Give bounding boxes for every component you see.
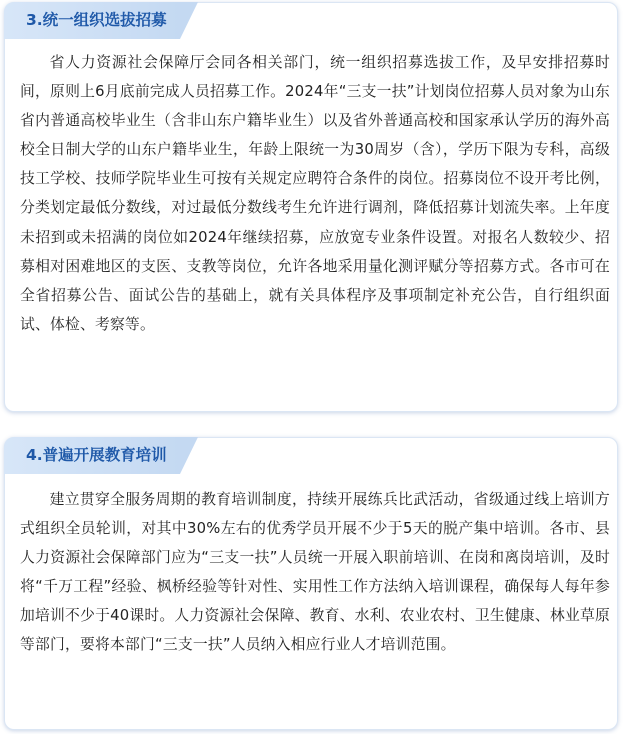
section-heading-3: 3.统一组织选拔招募	[4, 2, 180, 39]
section-card-4	[4, 437, 618, 730]
section-body-3: 省人力资源社会保障厅会同各相关部门，统一组织招募选拔工作，及早安排招募时间，原则上6月底前完成人员招募工作。2024年“三支一扶”计划岗位招募人员对象为山东省内普通高校毕业生（含非山东户籍毕业生）以及省外普通高校和国家承认学历的海外高校全日制大学的山东户籍毕业生，年龄上限统一为30周岁（含），学历下限为专科，高级技工学校、技师学院毕业生可按有关规定应聘符合条件的岗位。招募岗位不设开考比例，分类划定最低分数线，对过最低分数线考生允许进行调剂，降低招募计划流失率。上年度未招到或未招满的岗位如2024年继续招募，应放宽专业条件设置。对报名人数较少、招募相对困难地区的支医、支教等岗位，允许各地采用量化测评赋分等招募方式。各市可在全省招募公告、面试公告的基础上，就有关具体程序及事项制定补充公告，自行组织面试、体检、考察等。	[20, 54, 610, 333]
section-body-4: 建立贯穿全服务周期的教育培训制度，持续开展练兵比武活动，省级通过线上培训方式组织全员轮训，对其中30%左右的优秀学员开展不少于5天的脱产集中培训。各市、县人力资源社会保障部门应为“三支一扶”人员统一开展入职前培训、在岗和离岗培训，及时将“千万工程”经验、枫桥经验等针对性、实用性工作方法纳入培训课程，确保每人每年参加培训不少于40课时。人力资源社会保障、教育、水利、农业农村、卫生健康、林业草原等部门，要将本部门“三支一扶”人员纳入相应行业人才培训范围。	[20, 491, 610, 654]
section-card-3	[4, 2, 618, 412]
section-heading-4: 4.普遍开展教育培训	[4, 437, 180, 474]
